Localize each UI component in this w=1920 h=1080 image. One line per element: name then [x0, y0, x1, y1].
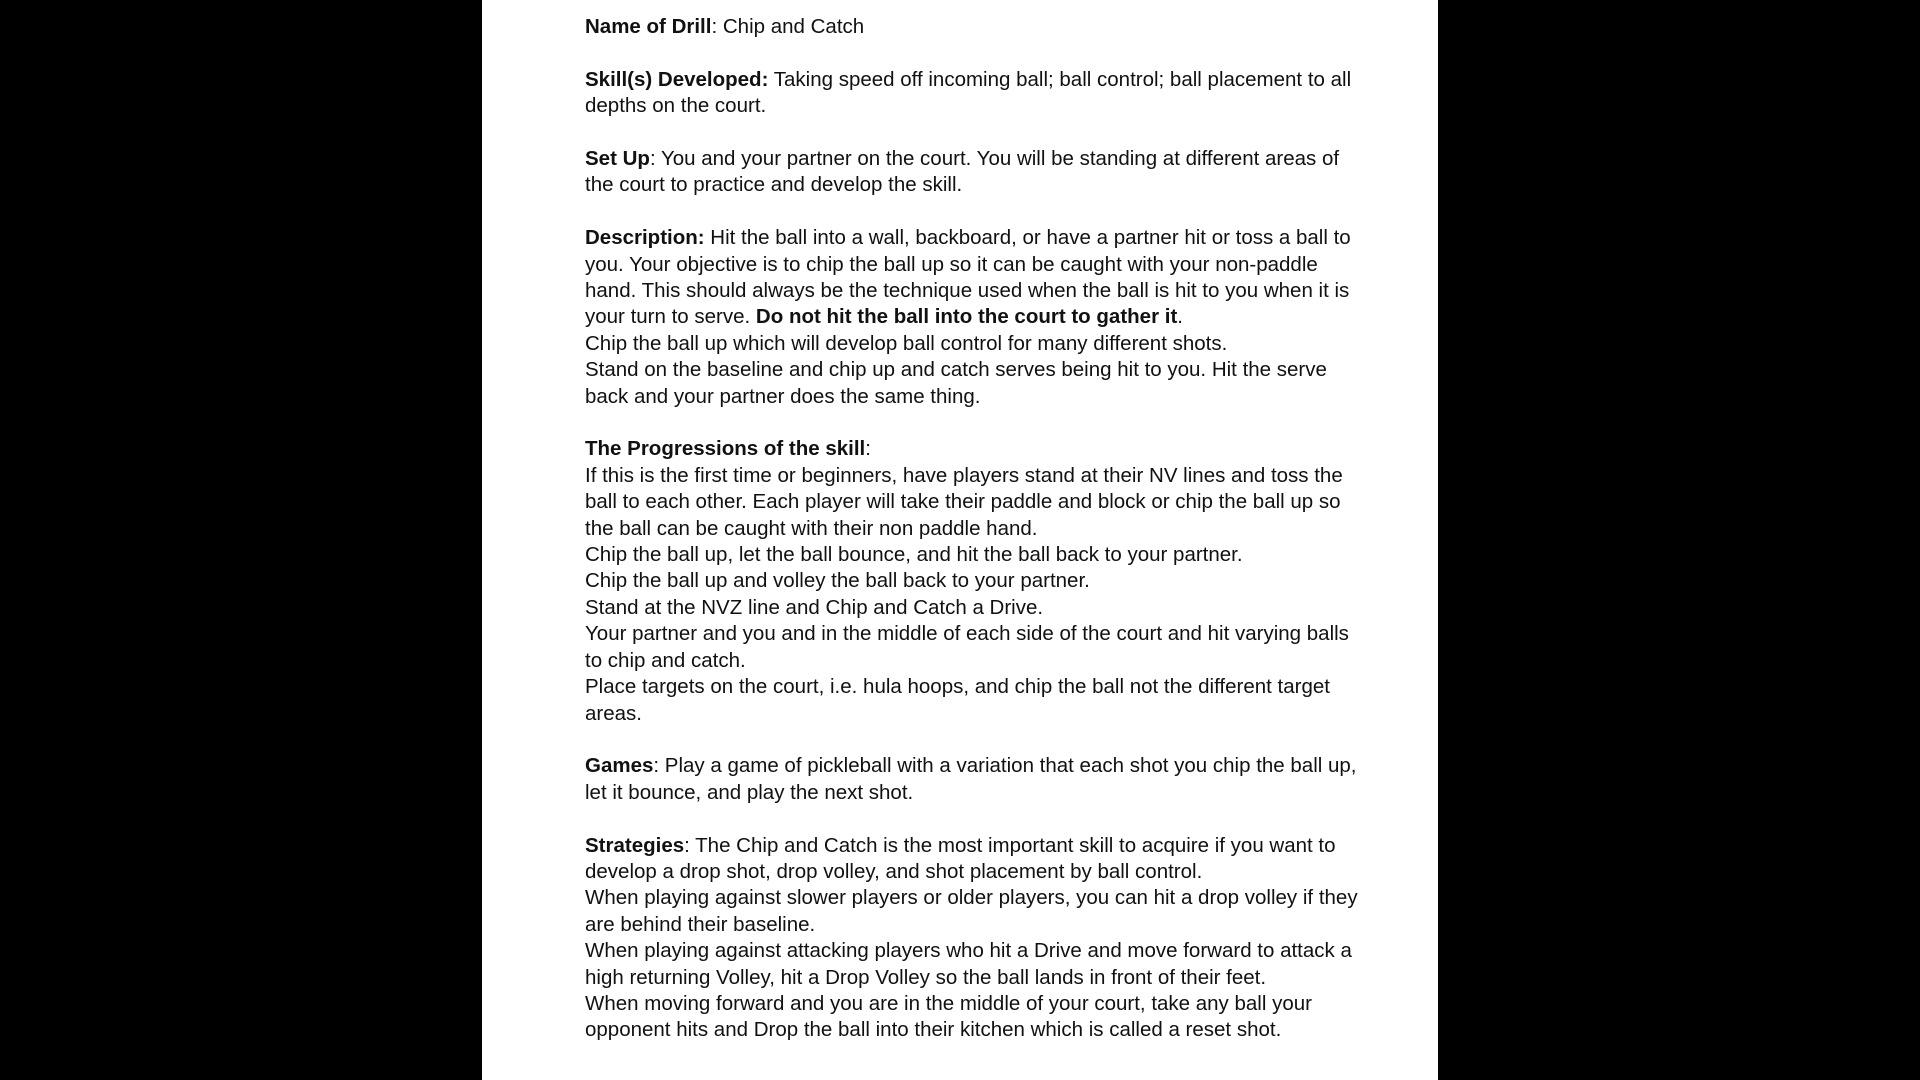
progressions-heading	[585, 436, 1365, 462]
skills-developed-section	[585, 67, 1365, 120]
strategies-section	[585, 833, 1365, 1044]
progressions-label: The Progressions of the skill	[585, 437, 866, 461]
description-label: Description:	[585, 226, 705, 250]
description-line: Chip the ball up which will develop ball control for many different shots.	[585, 331, 1228, 355]
description-text: Hit the ball into a wall, backboard, or have a partner hit or toss a ball to you. Your objective is to chip the ball up so it can be caught with your non-paddle hand. This should always be the technique used when the ball is hit to you when it is your turn to serve.	[585, 226, 1351, 329]
setup-section	[585, 146, 1365, 199]
setup-value: : You and your partner on the court. You will be standing at different areas of the court to practice and develop the skill.	[585, 147, 1340, 197]
games-section	[585, 753, 1365, 806]
name-of-drill-separator: :	[711, 15, 723, 38]
games-value: : Play a game of pickleball with a variation that each shot you chip the ball up, let it bounce, and play the next shot.	[585, 754, 1357, 804]
progression-item: Chip the ball up, let the ball bounce, and hit the ball back to your partner.	[585, 543, 1243, 567]
progression-item: Your partner and you and in the middle of each side of the court and hit varying balls to chip and catch.	[585, 622, 1349, 672]
progression-item: Chip the ball up and volley the ball back to your partner.	[585, 569, 1090, 593]
strategies-paragraph	[585, 833, 1365, 886]
description-paragraph	[585, 225, 1365, 331]
progressions-section	[585, 436, 1365, 726]
strategy-item: When playing against attacking players who hit a Drive and move forward to attack a high returning Volley, hit a Drop Volley so the ball lands in front of their feet.	[585, 939, 1352, 989]
progressions-separator: :	[865, 437, 871, 461]
skills-developed-value: Taking speed off incoming ball; ball control; ball placement to all depths on the court.	[585, 67, 1352, 118]
name-of-drill-value: Chip and Catch	[722, 15, 865, 38]
strategy-item: When moving forward and you are in the middle of your court, take any ball your opponent hits and Drop the ball into their kitchen which is called a reset shot.	[585, 991, 1312, 1042]
description-text-end: .	[1177, 305, 1183, 329]
document-page	[482, 0, 1438, 1080]
name-of-drill-section	[585, 14, 1365, 40]
progression-item: Place targets on the court, i.e. hula hoops, and chip the ball not the different target areas.	[585, 675, 1330, 725]
document-content	[585, 14, 1365, 1070]
strategies-value: : The Chip and Catch is the most important skill to acquire if you want to develop a drop shot, drop volley, and shot placement by ball control.	[585, 833, 1336, 883]
strategies-label: Strategies	[585, 833, 685, 857]
progression-item: If this is the first time or beginners, have players stand at their NV lines and toss the ball to each other. Each player will take their paddle and block or chip the ball up so the ball can be caught with their non paddle hand.	[585, 463, 1343, 540]
progression-item: Stand at the NVZ line and Chip and Catch a Drive.	[585, 595, 1044, 619]
setup-label: Set Up	[585, 147, 650, 170]
strategy-item: When playing against slower players or older players, you can hit a drop volley if they are behind their baseline.	[585, 886, 1358, 936]
description-bold-warning: Do not hit the ball into the court to gather it	[755, 305, 1178, 329]
description-line: Stand on the baseline and chip up and catch serves being hit to you. Hit the serve back and your partner does the same thing.	[585, 358, 1327, 408]
games-label: Games	[585, 754, 654, 778]
description-section	[585, 225, 1365, 410]
skills-developed-label: Skill(s) Developed:	[585, 67, 769, 91]
name-of-drill-label: Name of Drill	[585, 15, 712, 38]
